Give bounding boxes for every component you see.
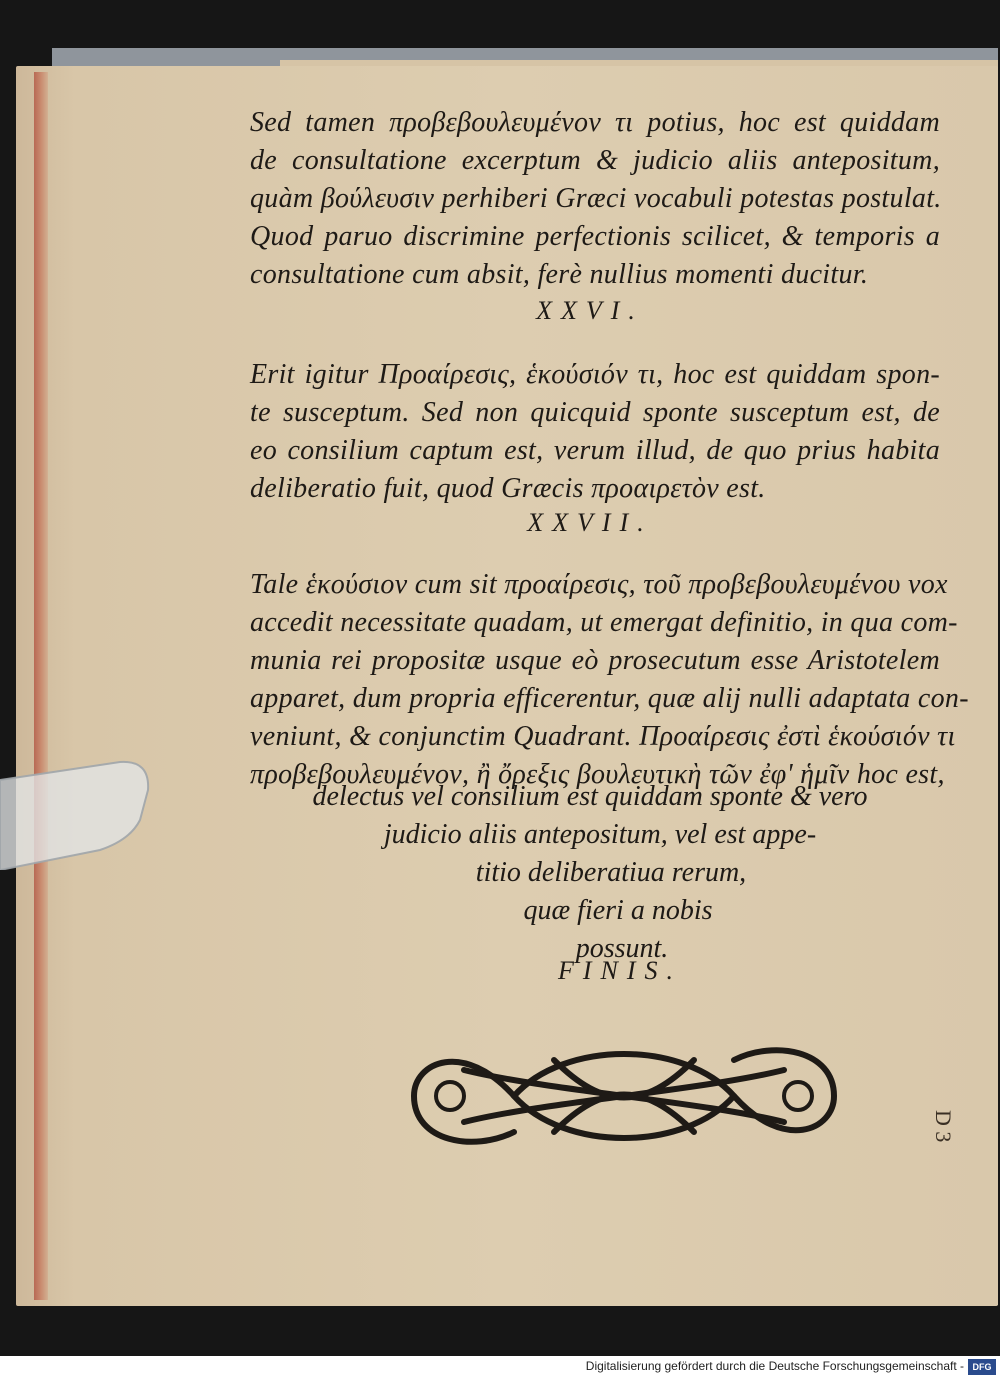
text-line: apparet, dum propria efficerentur, quæ alij nulli adaptata con- bbox=[250, 683, 969, 714]
text-line: deliberatio fuit, quod Græcis προαιρετὸν est. bbox=[250, 473, 766, 504]
tapered-conclusion bbox=[0, 778, 1000, 968]
text-line: possunt. bbox=[575, 933, 669, 964]
text-line: consultatione cum absit, ferè nullius momenti ducitur. bbox=[250, 259, 869, 290]
text-line: delectus vel consilium est quiddam sponte & vero bbox=[312, 781, 868, 812]
text-line: προβεβουλευμένον, ἢ ὄρεξις βουλευτικὴ τῶν ἐφ' ἡμῖν hoc est, bbox=[250, 759, 945, 790]
text-line: de consultatione excerptum & judicio aliis antepositum, bbox=[250, 145, 940, 176]
dfg-logo: DFG bbox=[968, 1359, 996, 1375]
paragraph-3 bbox=[250, 566, 969, 794]
text-line: eo consilium captum est, verum illud, de quo prius habita bbox=[250, 435, 940, 466]
footer-credit: Digitalisierung gefördert durch die Deutsche Forschungsgemeinschaft - bbox=[585, 1359, 964, 1373]
interlace-ornament bbox=[404, 1030, 844, 1162]
text-line: munia rei propositæ usque eò prosecutum esse Aristotelem bbox=[250, 645, 940, 676]
text-line: veniunt, & conjunctim Quadrant. Προαίρεσις ἐστὶ ἑκούσιόν τι bbox=[250, 721, 956, 752]
text-line: quàm βούλευσιν perhiberi Græci vocabuli potestas postulat. bbox=[250, 183, 942, 214]
paragraph-2 bbox=[250, 356, 940, 508]
digitization-footer bbox=[0, 1356, 1000, 1379]
text-line: Quod paruo discrimine perfectionis scilicet, & temporis a bbox=[250, 221, 940, 252]
text-line: te susceptum. Sed non quicquid sponte susceptum est, de bbox=[250, 397, 940, 428]
page-gutter-edge bbox=[34, 72, 48, 1300]
text-line: titio deliberatiua rerum, bbox=[475, 857, 747, 888]
text-line: judicio aliis antepositum, vel est appe- bbox=[383, 819, 817, 850]
paragraph-1 bbox=[250, 104, 940, 294]
signature-mark: D 3 bbox=[931, 1110, 956, 1143]
text-line: Erit igitur Προαίρεσις, ἑκούσιόν τι, hoc est quiddam spon- bbox=[250, 359, 940, 390]
text-line: accedit necessitate quadam, ut emergat definitio, in qua com- bbox=[250, 607, 958, 638]
text-line: quæ fieri a nobis bbox=[523, 895, 713, 926]
text-line: Tale ἑκούσιον cum sit προαίρεσις, τοῦ προβεβουλευμένου vox bbox=[250, 569, 948, 600]
section-heading-27: XXVII. bbox=[527, 508, 653, 537]
text-line: Sed tamen προβεβουλευμένον τι potius, hoc est quiddam bbox=[250, 107, 940, 138]
section-heading-26: XXVI. bbox=[536, 296, 644, 325]
finis-heading: FINIS. bbox=[557, 956, 683, 985]
